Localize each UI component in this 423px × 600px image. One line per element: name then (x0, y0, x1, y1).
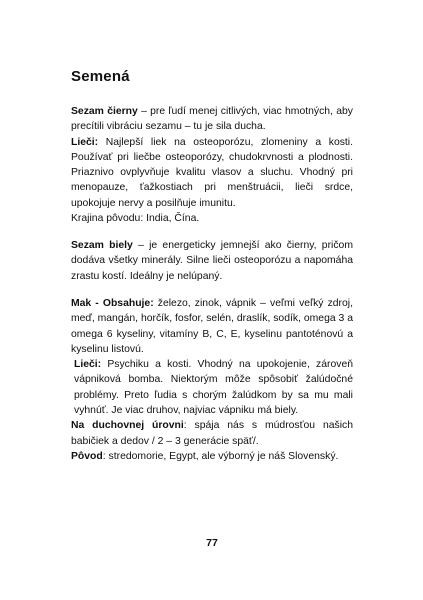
mak-povod (71, 449, 353, 464)
sezam-cierny-text: – pre ľudí menej citlivých, viac hmotných, aby precítili vibráciu sezamu – tu je sila ducha. (71, 106, 353, 133)
sezam-biely-paragraph (71, 238, 353, 284)
mak-term: Mak - Obsahuje: (71, 298, 154, 309)
sezam-cierny-lieci-label: Lieči: (71, 136, 99, 148)
sezam-biely-section (71, 238, 353, 284)
sezam-cierny-origin: Krajina pôvodu: India, Čína. (71, 213, 200, 225)
mak-text: železo, zinok, vápnik – veľmi veľký zdroj, meď, mangán, horčík, fosfor, selén, draslík, sodík, omega 3 a omega 6 kyseliny, vitamíny B, C, E, kyselinu pantoténovú a kyselinu listovú. (71, 298, 353, 355)
sezam-cierny-term: Sezam čierny (71, 106, 138, 117)
sezam-cierny-lieci (71, 135, 353, 211)
mak-duchovna-label: Na duchovnej úrovni (71, 420, 184, 432)
page-number: 77 (206, 537, 218, 549)
sezam-biely-term: Sezam biely (71, 240, 133, 251)
mak-duchovna-text: : spája nás s múdrosťou našich babičiek a dedov / 2 – 3 generácie späť/. (71, 420, 354, 447)
sezam-cierny-intro (71, 104, 353, 135)
mak-povod-text: : stredomorie, Egypt, ale výborný je náš Slovenský. (102, 450, 339, 462)
sezam-cierny-section (71, 104, 353, 226)
mak-section (71, 296, 353, 464)
mak-lieci-label: Lieči: (74, 359, 102, 371)
mak-lieci-text: Psychiku a kosti. Vhodný na upokojenie, zároveň vápniková bomba. Niektorým môže spôsobiť žalúdočné problémy. Preto ľudia s chorým žalúdkom by sa mu mali vyhnúť. Je viac druhov, najviac vápniku má biely. (74, 359, 353, 417)
section-heading: Semená (71, 68, 130, 85)
sezam-cierny-lieci-text: Najlepší liek na osteoporózu, zlomeniny a kosti. Používať pri liečbe osteoporózy, chudokrvnosti a plodnosti. Priaznivo ovplyvňuje kvalitu vlasov a sluchu. Vhodný pri menopauze, ťažkostiach pri menštruácii, lieči srdce, upokojuje nervy a posilňuje imunitu. (71, 136, 353, 209)
mak-duchovna (71, 418, 353, 449)
mak-obsahuje (71, 296, 353, 357)
book-page (71, 0, 353, 600)
mak-povod-label: Pôvod (71, 450, 103, 462)
mak-lieci (71, 357, 353, 418)
sezam-biely-text: – je energeticky jemnejší ako čierny, pričom dodáva všetky minerály. Silne lieči osteoporózu a napomáha zrastu kostí. Ideálny je nelúpaný. (71, 240, 353, 282)
